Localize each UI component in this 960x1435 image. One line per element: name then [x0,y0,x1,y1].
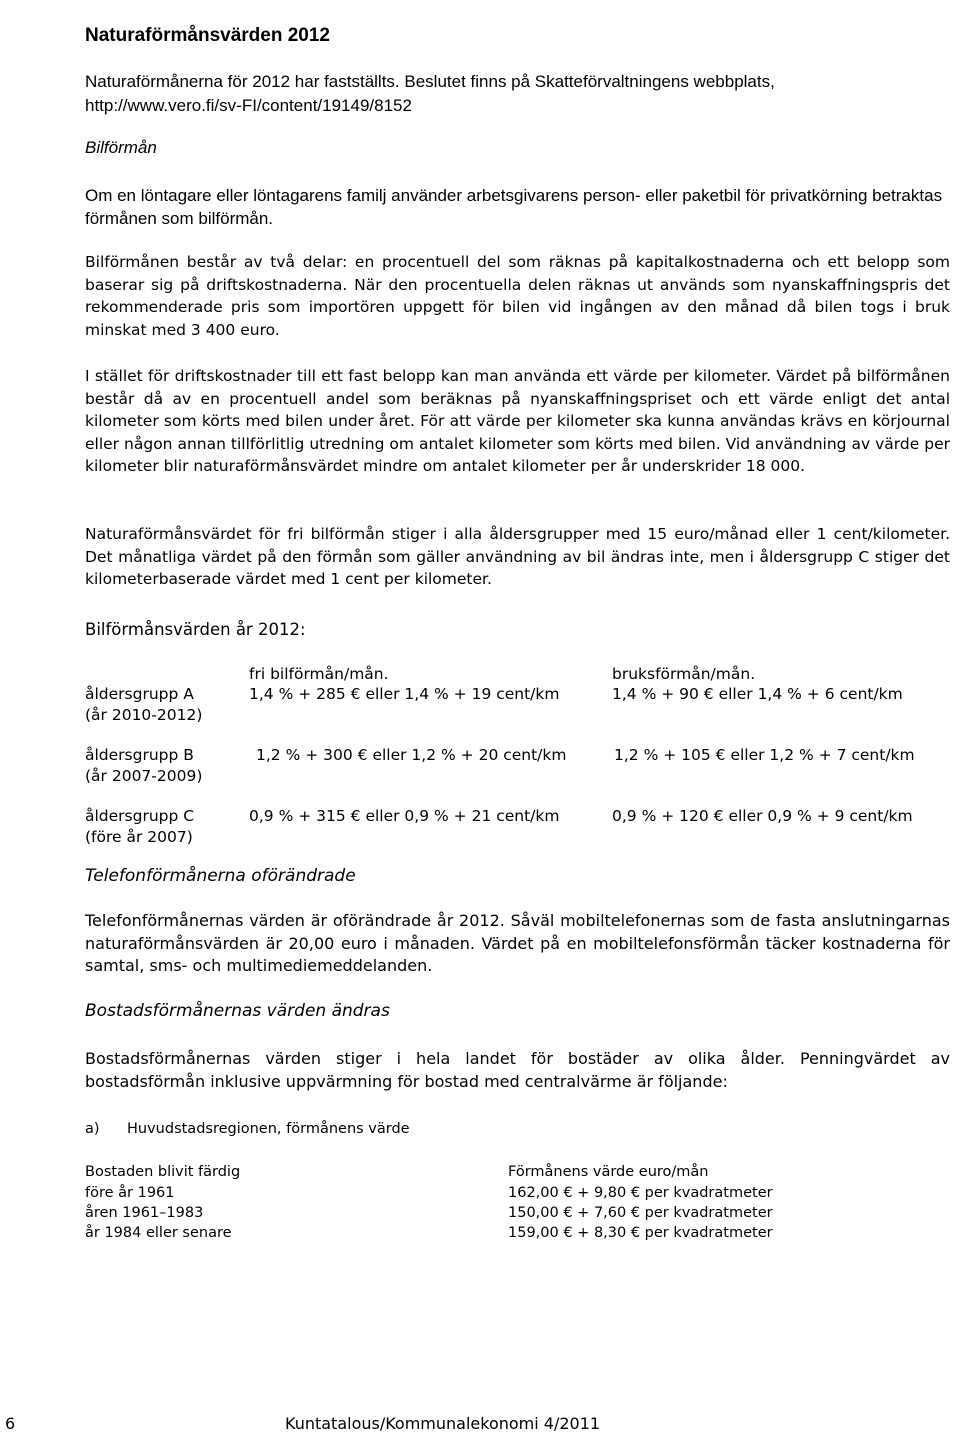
page-number: 6 [5,1414,16,1433]
built-year: före år 1961 [85,1185,175,1201]
age-group-years: (år 2010-2012) [85,706,203,724]
list-item-text: Huvudstadsregionen, förmånens värde [127,1121,410,1137]
car-values-heading: Bilförmånsvärden år 2012: [85,620,306,639]
publication-name: Kuntatalous/Kommunalekonomi 4/2011 [285,1414,601,1433]
age-group-label: åldersgrupp C [85,807,195,825]
phone-benefit-heading: Telefonförmånerna oförändrade [85,866,356,886]
age-group-years: (år 2007-2009) [85,767,203,785]
list-item [85,1121,410,1137]
use-benefit-value: 1,4 % + 90 € eller 1,4 % + 6 cent/km [612,685,903,703]
age-group-label: åldersgrupp A [85,685,194,703]
built-year: åren 1961–1983 [85,1205,204,1221]
column-header-built: Bostaden blivit färdig [85,1164,241,1180]
intro-paragraph: Naturaförmånerna för 2012 har fastställts. Beslutet finns på Skatteförvaltningens webbplats, http://www.vero.fi/sv-FI/content/19149/8152 [85,72,775,115]
car-paragraph-4: Naturaförmånsvärdet för fri bilförmån stiger i alla åldersgrupper med 15 euro/månad eller 1 cent/kilometer. Det månatliga värdet på den förmån som gäller användning av bil ändras inte, men i åldersgrupp C stiger det kilometerbaserade värdet med 1 cent per kilometer. [85,525,950,588]
column-header-use: bruksförmån/mån. [612,665,756,683]
benefit-value: 150,00 € + 7,60 € per kvadratmeter [508,1205,773,1221]
car-paragraph-2: Bilförmånen består av två delar: en procentuell del som räknas på kapitalkostnaderna och ett belopp som baserar sig på driftskostnaderna. När den procentuella delen räknas ut används som nyanskaffningspris det rekommenderade pris som importören uppgett för bilen vid ingången av den månad då bilen togs i bruk minskat med 3 400 euro. [85,253,950,339]
built-year: år 1984 eller senare [85,1225,232,1241]
list-marker: a) [85,1121,100,1137]
car-benefit-heading: Bilförmån [85,138,157,157]
age-group-years: (före år 2007) [85,828,193,846]
use-benefit-value: 1,2 % + 105 € eller 1,2 % + 7 cent/km [614,746,915,764]
phone-paragraph: Telefonförmånernas värden är oförändrade år 2012. Såväl mobiltelefonernas som de fasta anslutningarnas naturaförmånsvärden är 20,00 euro i månaden. Värdet på en mobiltelefonsförmån täcker kostnaderna för samtal, sms- och multimediemeddelanden. [85,911,950,975]
free-benefit-value: 1,2 % + 300 € eller 1,2 % + 20 cent/km [256,746,567,764]
free-benefit-value: 1,4 % + 285 € eller 1,4 % + 19 cent/km [249,685,560,703]
column-header-free: fri bilförmån/mån. [249,665,389,683]
housing-benefit-heading: Bostadsförmånernas värden ändras [85,1001,390,1021]
age-group-label: åldersgrupp B [85,746,194,764]
car-paragraph-1: Om en löntagare eller löntagarens familj använder arbetsgivarens person- eller paketbil för privatkörning betraktas förmånen som bilförmån. [85,186,943,228]
use-benefit-value: 0,9 % + 120 € eller 0,9 % + 9 cent/km [612,807,913,825]
housing-paragraph: Bostadsförmånernas värden stiger i hela landet för bostäder av olika ålder. Penningvärdet av bostadsförmån inklusive uppvärmning för bostad med centralvärme är följande: [85,1049,950,1091]
car-paragraph-3: I stället för driftskostnader till ett fast belopp kan man använda ett värde per kilometer. Värdet på bilförmånen består då av en procentuell andel som beräknas på nyanskaffningspriset och ett värde enligt det antal kilometer som körts med bilen under året. För att värde per kilometer ska kunna användas krävs en körjournal eller någon annan tillförlitlig utredning om antalet kilometer som körts med bilen. Vid användning av värde per kilometer blir naturaförmånsvärdet mindre om antalet kilometer per år underskrider 18 000. [85,367,950,475]
free-benefit-value: 0,9 % + 315 € eller 0,9 % + 21 cent/km [249,807,560,825]
page-title: Naturaförmånsvärden 2012 [85,25,330,46]
benefit-value: 159,00 € + 8,30 € per kvadratmeter [508,1225,773,1241]
benefit-value: 162,00 € + 9,80 € per kvadratmeter [508,1185,773,1201]
column-header-value: Förmånens värde euro/mån [508,1164,709,1180]
